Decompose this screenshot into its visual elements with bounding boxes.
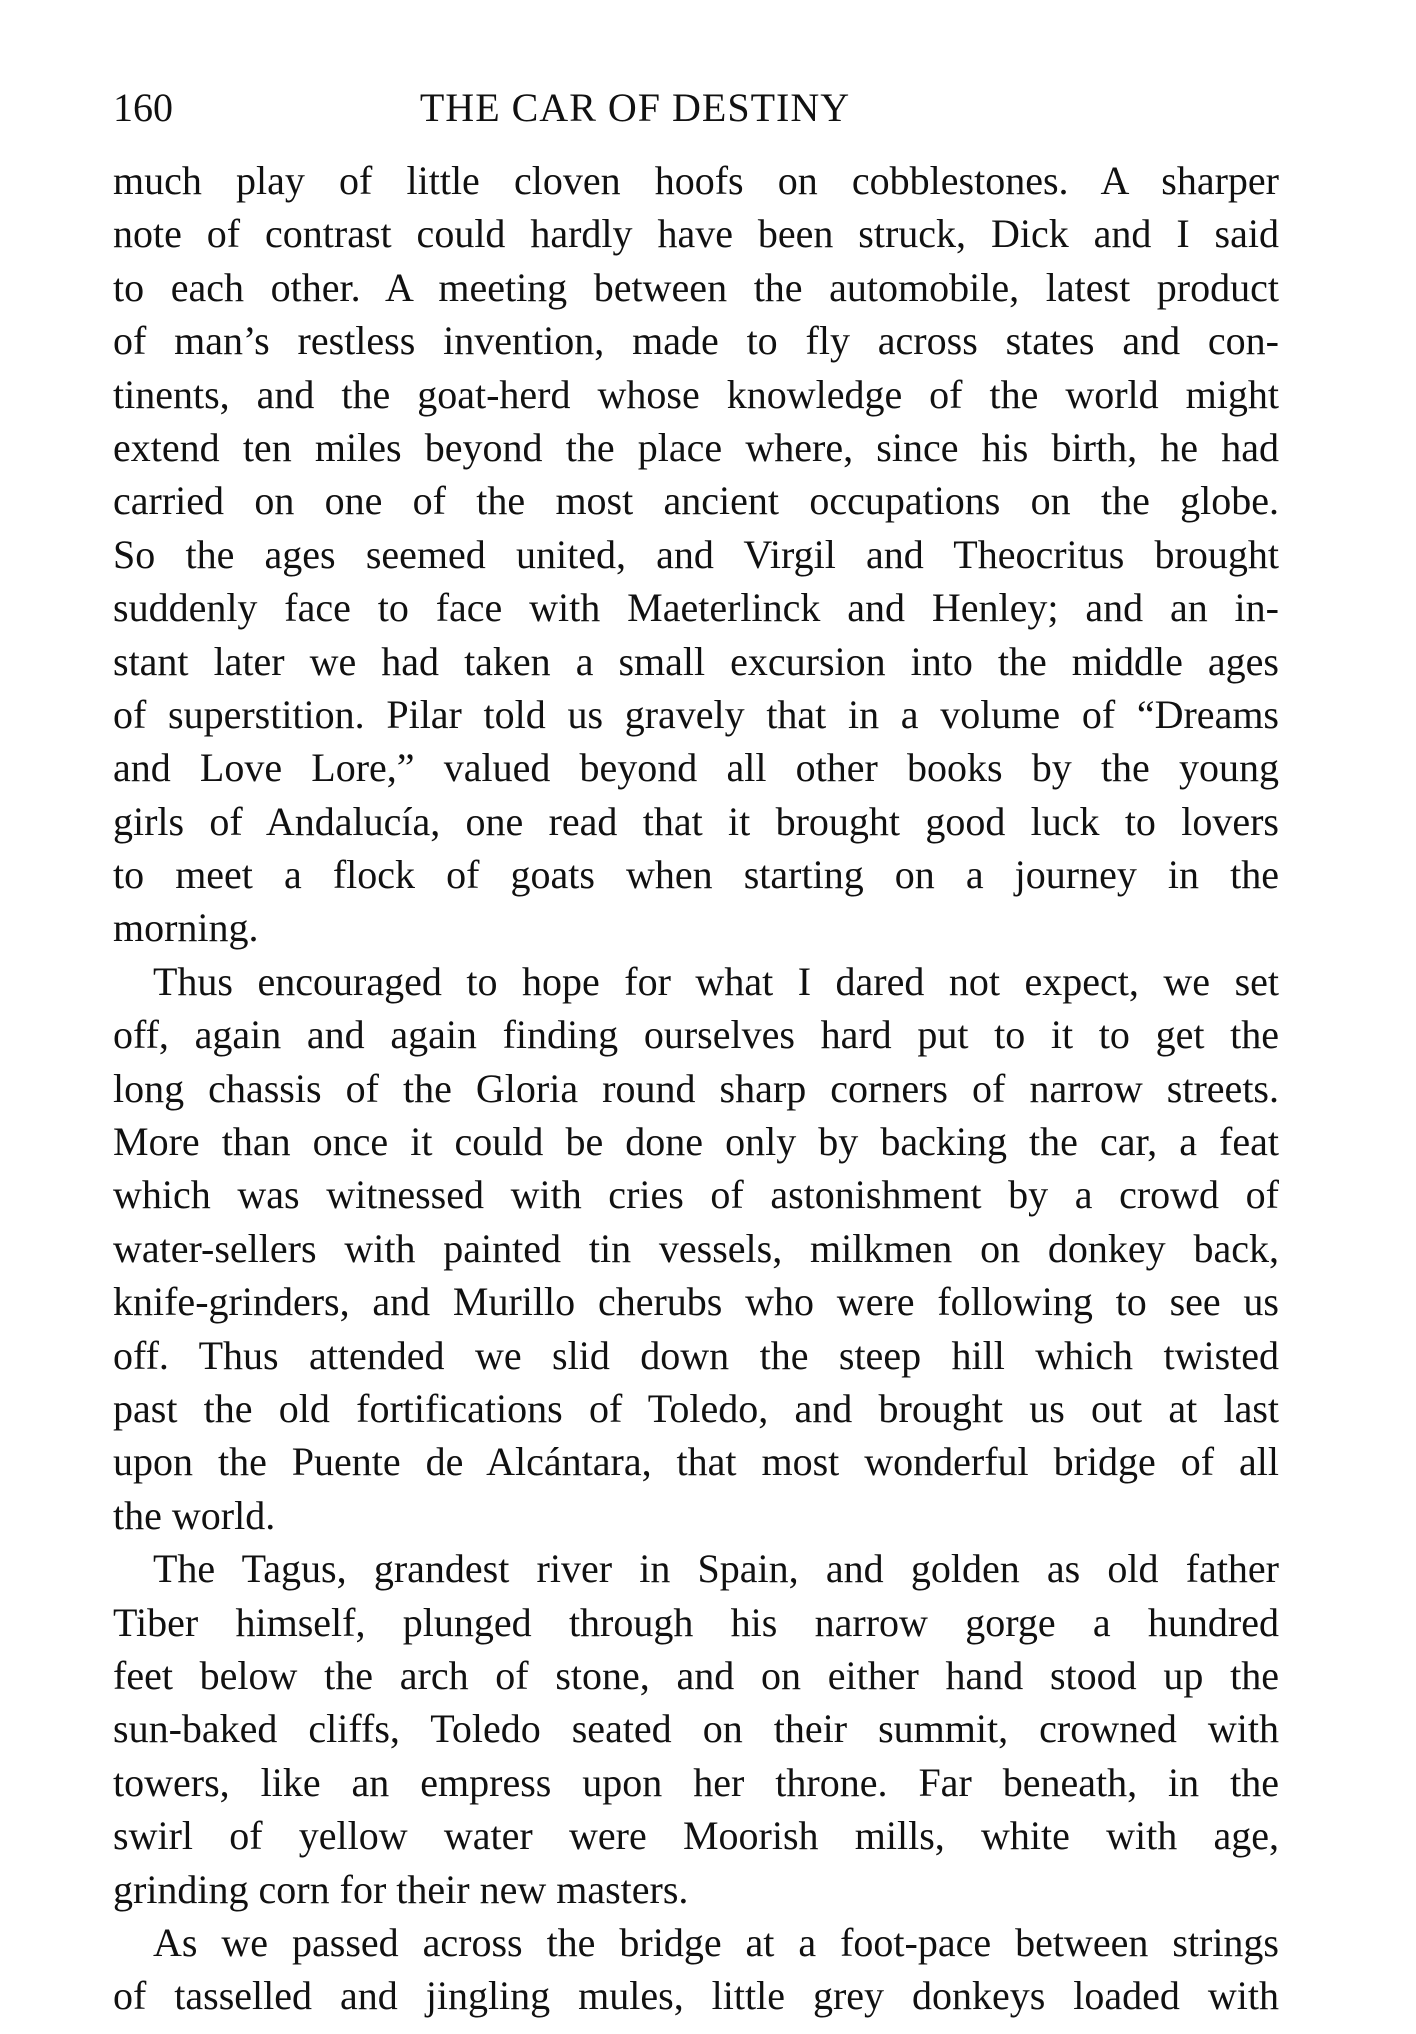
text-line: sun-baked cliffs, Toledo seated on their summit, crowned with <box>113 1706 1279 1752</box>
text-line: Tiber himself, plunged through his narrow gorge a hundred <box>113 1599 1279 1645</box>
text-line: upon the Puente de Alcántara, that most wonderful bridge of all <box>113 1439 1279 1485</box>
text-line: suddenly face to face with Maeterlinck and Henley; and an in- <box>113 585 1279 631</box>
paragraph <box>113 1919 1279 2026</box>
text-line: girls of Andalucía, one read that it brought good luck to lovers <box>113 798 1279 844</box>
text-line: and Love Lore,” valued beyond all other books by the young <box>113 745 1279 791</box>
text-line: So the ages seemed united, and Virgil and Theocritus brought <box>113 531 1279 577</box>
text-line: of superstition. Pilar told us gravely that in a volume of “Dreams <box>113 691 1279 737</box>
text-line: stant later we had taken a small excursion into the middle ages <box>113 638 1279 684</box>
text-line: grinding corn for their new masters. <box>113 1866 689 1912</box>
paragraph <box>113 958 1279 1545</box>
text-line: off. Thus attended we slid down the steep hill which twisted <box>113 1332 1279 1378</box>
text-line: swirl of yellow water were Moorish mills, white with age, <box>113 1813 1279 1859</box>
text-line: past the old fortifications of Toledo, and brought us out at last <box>113 1385 1279 1431</box>
text-line: feet below the arch of stone, and on either hand stood up the <box>113 1652 1279 1698</box>
text-line: off, again and again finding ourselves hard put to it to get the <box>113 1012 1279 1058</box>
page-body <box>113 157 1279 2026</box>
text-line: of man’s restless invention, made to fly across states and con- <box>113 318 1279 364</box>
text-line: to each other. A meeting between the automobile, latest product <box>113 264 1279 310</box>
text-line: note of contrast could hardly have been struck, Dick and I said <box>113 211 1279 257</box>
text-line: carried on one of the most ancient occupations on the globe. <box>113 478 1279 524</box>
text-line: long chassis of the Gloria round sharp corners of narrow streets. <box>113 1065 1279 1111</box>
text-line: extend ten miles beyond the place where, since his birth, he had <box>113 424 1279 470</box>
text-line: to meet a flock of goats when starting on a journey in the <box>113 852 1279 898</box>
text-line: much play of little cloven hoofs on cobblestones. A sharper <box>113 158 1279 203</box>
text-line: knife-grinders, and Murillo cherubs who were following to see us <box>113 1279 1279 1325</box>
text-line: water-sellers with painted tin vessels, milkmen on donkey back, <box>113 1225 1279 1271</box>
text-line: which was witnessed with cries of astonishment by a crowd of <box>113 1172 1279 1218</box>
text-line: The Tagus, grandest river in Spain, and golden as old father <box>153 1546 1279 1592</box>
paragraph <box>113 1545 1279 1919</box>
text-line: morning. <box>113 905 259 951</box>
text-line: towers, like an empress upon her throne. Far beneath, in the <box>113 1759 1279 1805</box>
text-line: of tasselled and jingling mules, little grey donkeys loaded with <box>113 1973 1279 2019</box>
running-header <box>113 84 1277 132</box>
text-line: tinents, and the goat-herd whose knowledge of the world might <box>113 371 1279 417</box>
text-line: Thus encouraged to hope for what I dared not expect, we set <box>153 958 1279 1004</box>
text-line: As we passed across the bridge at a foot-pace between strings <box>153 1919 1279 1965</box>
paragraph <box>113 157 1279 958</box>
text-line: the world. <box>113 1492 276 1538</box>
running-title: THE CAR OF DESTINY <box>419 85 851 130</box>
page-number: 160 <box>113 85 173 130</box>
text-line: More than once it could be done only by backing the car, a feat <box>113 1119 1279 1165</box>
